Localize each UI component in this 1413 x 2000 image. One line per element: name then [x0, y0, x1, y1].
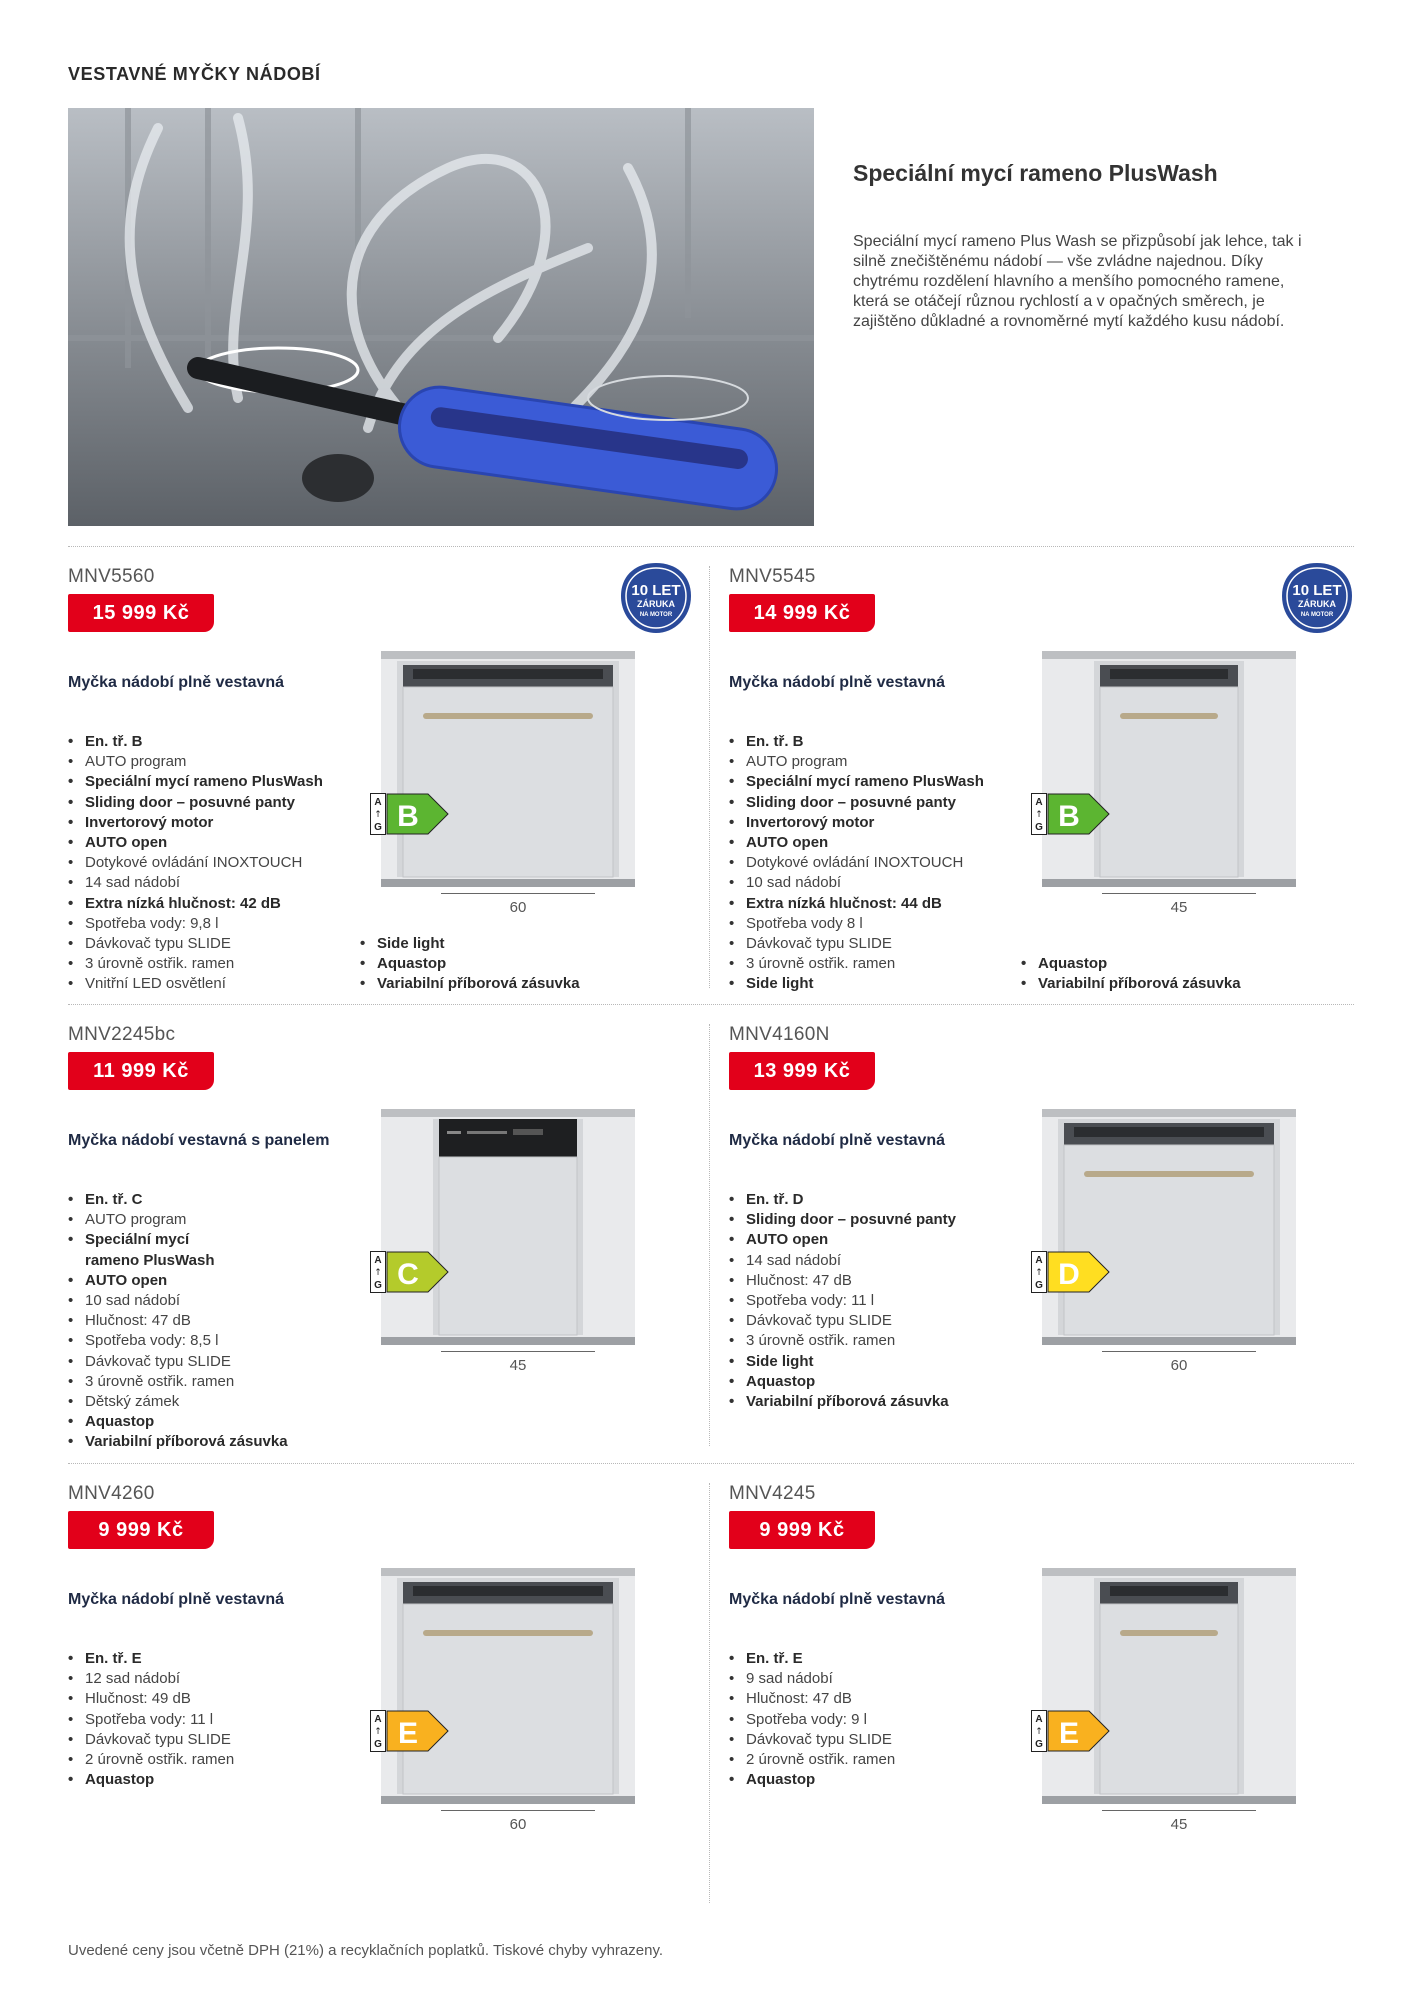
- feature-item: • Speciální mycí rameno PlusWash: [729, 772, 984, 792]
- svg-text:G: G: [374, 822, 382, 833]
- svg-text:↑: ↑: [1035, 1268, 1043, 1278]
- width-line: [441, 1810, 595, 1811]
- model-name: MNV4260: [68, 1483, 155, 1504]
- width-line: [441, 1351, 595, 1352]
- model-name: MNV5545: [729, 566, 816, 587]
- price-tag: 14 999 Kč: [729, 594, 875, 632]
- feature-list: [729, 732, 984, 995]
- svg-text:↑: ↑: [374, 810, 382, 820]
- feature-item: • Dávkovač typu SLIDE: [729, 934, 984, 954]
- energy-class-letter: B: [1058, 800, 1080, 833]
- feature-item: • Hlučnost: 47 dB: [729, 1689, 895, 1709]
- price-tag: 11 999 Kč: [68, 1052, 214, 1090]
- feature-item: • En. tř. D: [729, 1190, 956, 1210]
- feature-item: • 14 sad nádobí: [68, 873, 323, 893]
- feature-item: • Dávkovač typu SLIDE: [68, 1730, 234, 1750]
- product-card: [729, 1024, 1329, 1464]
- dishwasher-image: [381, 651, 635, 887]
- svg-text:A: A: [374, 1255, 382, 1266]
- svg-text:A: A: [1035, 797, 1043, 808]
- dishwasher-image: [1042, 1568, 1296, 1804]
- feature-item: • 12 sad nádobí: [68, 1669, 234, 1689]
- price-tag: 15 999 Kč: [68, 594, 214, 632]
- product-type: Myčka nádobí plně vestavná: [729, 1132, 946, 1149]
- feature-item: • Hlučnost: 47 dB: [729, 1271, 956, 1291]
- warranty-line3: NA MOTOR: [1300, 612, 1334, 618]
- feature-item: • Sliding door – posuvné panty: [68, 793, 323, 813]
- width-label: 60: [509, 1816, 527, 1833]
- feature-item: • 10 sad nádobí: [729, 873, 984, 893]
- model-name: MNV4160N: [729, 1024, 830, 1045]
- model-name: MNV4245: [729, 1483, 816, 1504]
- svg-text:G: G: [374, 1739, 382, 1750]
- model-name: MNV2245bc: [68, 1024, 176, 1045]
- feature-item: • Aquastop: [68, 1770, 234, 1790]
- svg-text:G: G: [1035, 1739, 1043, 1750]
- pluswash-spray-arm-photo: [68, 108, 814, 526]
- feature-item: • Sliding door – posuvné panty: [729, 1210, 956, 1230]
- feature-item: • Dávkovač typu SLIDE: [68, 934, 323, 954]
- page-heading: VESTAVNÉ MYČKY NÁDOBÍ: [68, 64, 321, 84]
- feature-item: • Side light: [360, 934, 580, 954]
- feature-item: • 10 sad nádobí: [68, 1291, 288, 1311]
- feature-item: • Hlučnost: 47 dB: [68, 1311, 288, 1331]
- feature-item: • 3 úrovně ostřik. ramen: [68, 1372, 288, 1392]
- feature-item: • AUTO open: [729, 1230, 956, 1250]
- product-card: [68, 1483, 668, 1923]
- feature-item: • Side light: [729, 1352, 956, 1372]
- width-line: [441, 893, 595, 894]
- footnote: Uvedené ceny jsou včetně DPH (21%) a recyklačních poplatků. Tiskové chyby vyhrazeny.: [68, 1942, 664, 1959]
- feature-item: • Dávkovač typu SLIDE: [729, 1311, 956, 1331]
- feature-item: • AUTO program: [729, 752, 984, 772]
- feature-item: • AUTO open: [729, 833, 984, 853]
- product-type: Myčka nádobí plně vestavná: [68, 674, 285, 691]
- warranty-line3: NA MOTOR: [639, 612, 673, 618]
- width-label: 45: [509, 1357, 527, 1374]
- dishwasher-image: [381, 1568, 635, 1804]
- feature-item: • 2 úrovně ostřik. ramen: [68, 1750, 234, 1770]
- feature-item: • 9 sad nádobí: [729, 1669, 895, 1689]
- feature-item: • En. tř. B: [68, 732, 323, 752]
- feature-item: • Dávkovač typu SLIDE: [729, 1730, 895, 1750]
- feature-item: • Vnitřní LED osvětlení: [68, 974, 323, 994]
- feature-item: • Aquastop: [729, 1372, 956, 1392]
- warranty-badge: [1279, 560, 1355, 636]
- feature-item: • 14 sad nádobí: [729, 1251, 956, 1271]
- svg-text:A: A: [1035, 1714, 1043, 1725]
- energy-label: [1031, 1251, 1111, 1293]
- svg-text:↑: ↑: [1035, 1727, 1043, 1737]
- warranty-line1: 10 LET: [1292, 582, 1342, 599]
- feature-list: [729, 1190, 956, 1412]
- feature-item: • En. tř. E: [68, 1649, 234, 1669]
- price-tag: 9 999 Kč: [729, 1511, 875, 1549]
- feature-item: • Aquastop: [360, 954, 580, 974]
- product-type: Myčka nádobí vestavná s panelem: [68, 1132, 330, 1149]
- svg-text:↑: ↑: [374, 1268, 382, 1278]
- svg-text:A: A: [1035, 1255, 1043, 1266]
- product-card: [729, 1483, 1329, 1923]
- feature-item: • Aquastop: [68, 1412, 288, 1432]
- price-tag: 13 999 Kč: [729, 1052, 875, 1090]
- feature-item: • AUTO open: [68, 1271, 288, 1291]
- feature-item: • Aquastop: [729, 1770, 895, 1790]
- product-type: Myčka nádobí plně vestavná: [729, 674, 946, 691]
- energy-class-letter: C: [397, 1258, 419, 1291]
- dishwasher-image: [1042, 651, 1296, 887]
- warranty-badge: [618, 560, 694, 636]
- feature-item: • Invertorový motor: [729, 813, 984, 833]
- feature-item: • 2 úrovně ostřik. ramen: [729, 1750, 895, 1770]
- feature-item: • Spotřeba vody: 11 l: [729, 1291, 956, 1311]
- product-type: Myčka nádobí plně vestavná: [729, 1591, 946, 1608]
- energy-class-letter: E: [397, 1717, 419, 1750]
- svg-text:G: G: [1035, 1280, 1043, 1291]
- feature-item: • Extra nízká hlučnost: 44 dB: [729, 894, 984, 914]
- feature-item: • Invertorový motor: [68, 813, 323, 833]
- column-divider: [709, 1024, 710, 1446]
- feature-item: • Spotřeba vody: 11 l: [68, 1710, 234, 1730]
- feature-item: • Variabilní příborová zásuvka: [68, 1432, 288, 1452]
- feature-item: • Speciální mycí: [68, 1230, 288, 1250]
- energy-class-letter: D: [1058, 1258, 1080, 1291]
- feature-item: • Variabilní příborová zásuvka: [1021, 974, 1241, 994]
- feature-list: [729, 1649, 895, 1790]
- warranty-line2: ZÁRUKA: [1298, 599, 1336, 609]
- width-label: 45: [1170, 899, 1188, 916]
- feature-item: • Extra nízká hlučnost: 42 dB: [68, 894, 323, 914]
- energy-label: [370, 1251, 450, 1293]
- width-line: [1102, 1810, 1256, 1811]
- svg-text:↑: ↑: [1035, 810, 1043, 820]
- row-divider: [68, 546, 1354, 547]
- product-type: Myčka nádobí plně vestavná: [68, 1591, 285, 1608]
- feature-item: • Sliding door – posuvné panty: [729, 793, 984, 813]
- feature-list: [68, 1190, 288, 1453]
- energy-label: [1031, 1710, 1111, 1752]
- feature-item: • Spotřeba vody 8 l: [729, 914, 984, 934]
- price-tag: 9 999 Kč: [68, 1511, 214, 1549]
- svg-text:A: A: [374, 1714, 382, 1725]
- width-label: 60: [509, 899, 527, 916]
- width-line: [1102, 893, 1256, 894]
- product-card: [68, 1024, 668, 1464]
- feature-item: • Dotykové ovládání INOXTOUCH: [729, 853, 984, 873]
- feature-item: • Speciální mycí rameno PlusWash: [68, 772, 323, 792]
- dishwasher-image: [1042, 1109, 1296, 1345]
- feature-item: • Hlučnost: 49 dB: [68, 1689, 234, 1709]
- energy-class-letter: B: [397, 800, 419, 833]
- feature-item: • AUTO program: [68, 1210, 288, 1230]
- feature-item: • Spotřeba vody: 8,5 l: [68, 1331, 288, 1351]
- svg-text:A: A: [374, 797, 382, 808]
- column-divider: [709, 1483, 710, 1903]
- feature-item: • Dávkovač typu SLIDE: [68, 1352, 288, 1372]
- product-card: [729, 566, 1342, 1006]
- feature-item: • Variabilní příborová zásuvka: [360, 974, 580, 994]
- dishwasher-image: [381, 1109, 635, 1345]
- feature-item: • Aquastop: [1021, 954, 1241, 974]
- feature-item: • En. tř. B: [729, 732, 984, 752]
- feature-list: [68, 1649, 234, 1790]
- feature-item: • AUTO program: [68, 752, 323, 772]
- feature-description: Speciální mycí rameno Plus Wash se přizpůsobí jak lehce, tak i silně znečištěnému nádobí — vše zvládne najednou. Díky chytrému rozdělení hlavního a menšího pomocného ramene, která se otáčejí různou rychlostí a v opačných směrech, je zajištěno důkladné a rovnoměrné mytí každého kusu nádobí.: [853, 233, 1302, 330]
- feature-list: [68, 732, 323, 995]
- svg-text:↑: ↑: [374, 1727, 382, 1737]
- feature-item: • 3 úrovně ostřik. ramen: [729, 954, 984, 974]
- energy-label: [1031, 793, 1111, 835]
- feature-item: • Dětský zámek: [68, 1392, 288, 1412]
- feature-list: [360, 934, 580, 995]
- width-label: 45: [1170, 1816, 1188, 1833]
- energy-label: [370, 793, 450, 835]
- product-card: [68, 566, 681, 1006]
- feature-item: • Spotřeba vody: 9,8 l: [68, 914, 323, 934]
- feature-title: Speciální mycí rameno PlusWash: [853, 160, 1218, 186]
- energy-class-letter: E: [1058, 1717, 1080, 1750]
- feature-item: • En. tř. E: [729, 1649, 895, 1669]
- feature-item: • Side light: [729, 974, 984, 994]
- warranty-line1: 10 LET: [631, 582, 681, 599]
- feature-item: • Spotřeba vody: 9 l: [729, 1710, 895, 1730]
- energy-label: [370, 1710, 450, 1752]
- feature-item: • AUTO open: [68, 833, 323, 853]
- model-name: MNV5560: [68, 566, 155, 587]
- width-line: [1102, 1351, 1256, 1352]
- svg-text:G: G: [1035, 822, 1043, 833]
- feature-item: • 3 úrovně ostřik. ramen: [729, 1331, 956, 1351]
- feature-list: [1021, 954, 1241, 994]
- feature-item: • Variabilní příborová zásuvka: [729, 1392, 956, 1412]
- width-label: 60: [1170, 1357, 1188, 1374]
- feature-item: • Dotykové ovládání INOXTOUCH: [68, 853, 323, 873]
- feature-item: • 3 úrovně ostřik. ramen: [68, 954, 323, 974]
- column-divider: [709, 566, 710, 988]
- svg-text:G: G: [374, 1280, 382, 1291]
- feature-item: rameno PlusWash: [85, 1251, 215, 1269]
- feature-item: • En. tř. C: [68, 1190, 288, 1210]
- warranty-line2: ZÁRUKA: [637, 599, 675, 609]
